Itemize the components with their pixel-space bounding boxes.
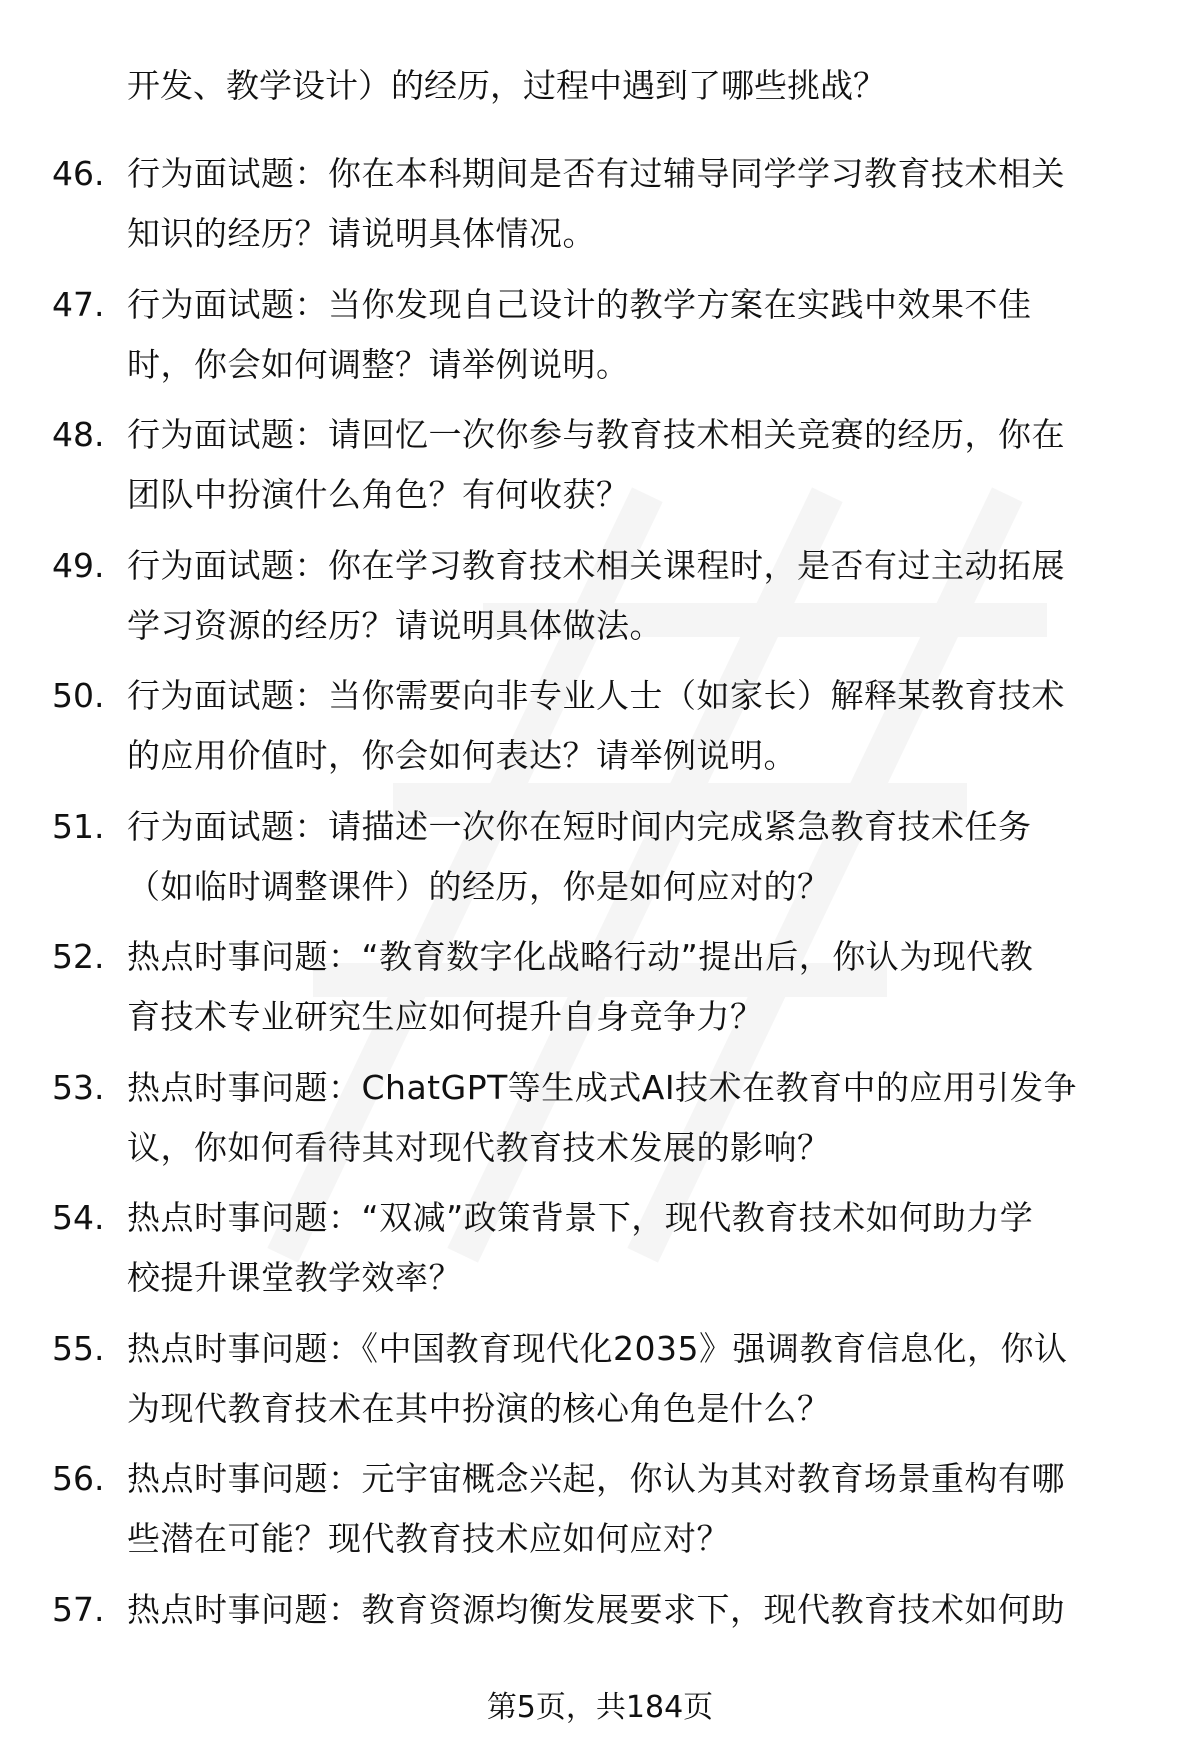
question-text-line: 议，你如何看待其对现代教育技术发展的影响？ [127,1127,831,1167]
question-text-line: 团队中扮演什么角色？有何收获？ [127,475,630,514]
question-text [127,1188,1147,1308]
question-text-line: 行为面试题：你在本科期间是否有过辅导同学学习教育技术相关 [127,154,1065,193]
page-number-footer: 第5页，共184页 [486,1690,714,1725]
question-item [0,536,1200,667]
question-number: 51. [52,806,105,846]
question-text [127,405,1147,525]
question-text-line: （如临时调整课件）的经历，你是如何应对的？ [127,866,831,906]
question-text-line: 行为面试题：当你发现自己设计的教学方案在实践中效果不佳 [127,284,1032,324]
question-number: 48. [52,415,105,454]
question-text-line: 行为面试题：请回忆一次你参与教育技术相关竞赛的经历，你在 [127,415,1065,454]
question-text [127,1058,1147,1178]
question-text-line: 为现代教育技术在其中扮演的核心角色是什么？ [127,1388,831,1428]
question-text [127,1319,1147,1439]
continued-question-text: 开发、教学设计）的经历，过程中遇到了哪些挑战？ [127,66,886,105]
question-number: 55. [52,1328,105,1368]
question-text-line: 热点时事问题：ChatGPT等生成式AI技术在教育中的应用引发争 [127,1067,1078,1107]
question-item [0,927,1200,1058]
question-number: 54. [52,1198,105,1237]
question-text-line: 育技术专业研究生应如何提升自身竞争力？ [127,997,764,1036]
question-text-line: 时，你会如何调整？请举例说明。 [127,344,630,384]
question-item [0,1058,1200,1189]
question-text [127,927,1147,1047]
question-text-line: 校提升课堂教学效率？ [127,1258,462,1297]
question-text-line: 行为面试题：你在学习教育技术相关课程时，是否有过主动拓展 [127,545,1065,585]
question-item [0,797,1200,928]
question-number: 57. [52,1589,105,1629]
question-item [0,405,1200,536]
question-text [127,1580,1147,1640]
question-text-line: 行为面试题：请描述一次你在短时间内完成紧急教育技术任务 [127,806,1032,846]
question-text [127,275,1147,395]
question-number: 47. [52,284,105,324]
question-text [127,536,1147,656]
question-item [0,275,1200,406]
question-number: 49. [52,545,105,585]
question-text [127,797,1147,917]
question-number: 56. [52,1459,105,1498]
question-number: 53. [52,1067,105,1107]
question-text-line: 热点时事问题：“双减”政策背景下，现代教育技术如何助力学 [127,1198,1034,1237]
question-number: 50. [52,676,105,715]
question-text-line: 知识的经历？请说明具体情况。 [127,214,596,253]
question-item [0,1319,1200,1450]
question-text [127,666,1147,786]
question-text-line: 热点时事问题：元宇宙概念兴起，你认为其对教育场景重构有哪 [127,1459,1065,1498]
question-item [0,1188,1200,1319]
question-text-line: 些潜在可能？现代教育技术应如何应对？ [127,1519,730,1558]
question-text [127,1449,1147,1569]
question-number: 46. [52,154,105,193]
question-item [0,666,1200,797]
question-text-line: 热点时事问题：“教育数字化战略行动”提出后，你认为现代教 [127,937,1034,976]
question-list [0,144,1200,1710]
question-item [0,144,1200,275]
question-text-line: 热点时事问题：《中国教育现代化2035》强调教育信息化，你认 [127,1328,1068,1368]
question-text-line: 的应用价值时，你会如何表达？请举例说明。 [127,736,797,775]
question-text-line: 行为面试题：当你需要向非专业人士（如家长）解释某教育技术 [127,676,1065,715]
question-text-line: 热点时事问题：教育资源均衡发展要求下，现代教育技术如何助 [127,1589,1065,1629]
question-text [127,144,1147,264]
question-item [0,1449,1200,1580]
question-text-line: 学习资源的经历？请说明具体做法。 [127,605,663,645]
question-number: 52. [52,937,105,976]
